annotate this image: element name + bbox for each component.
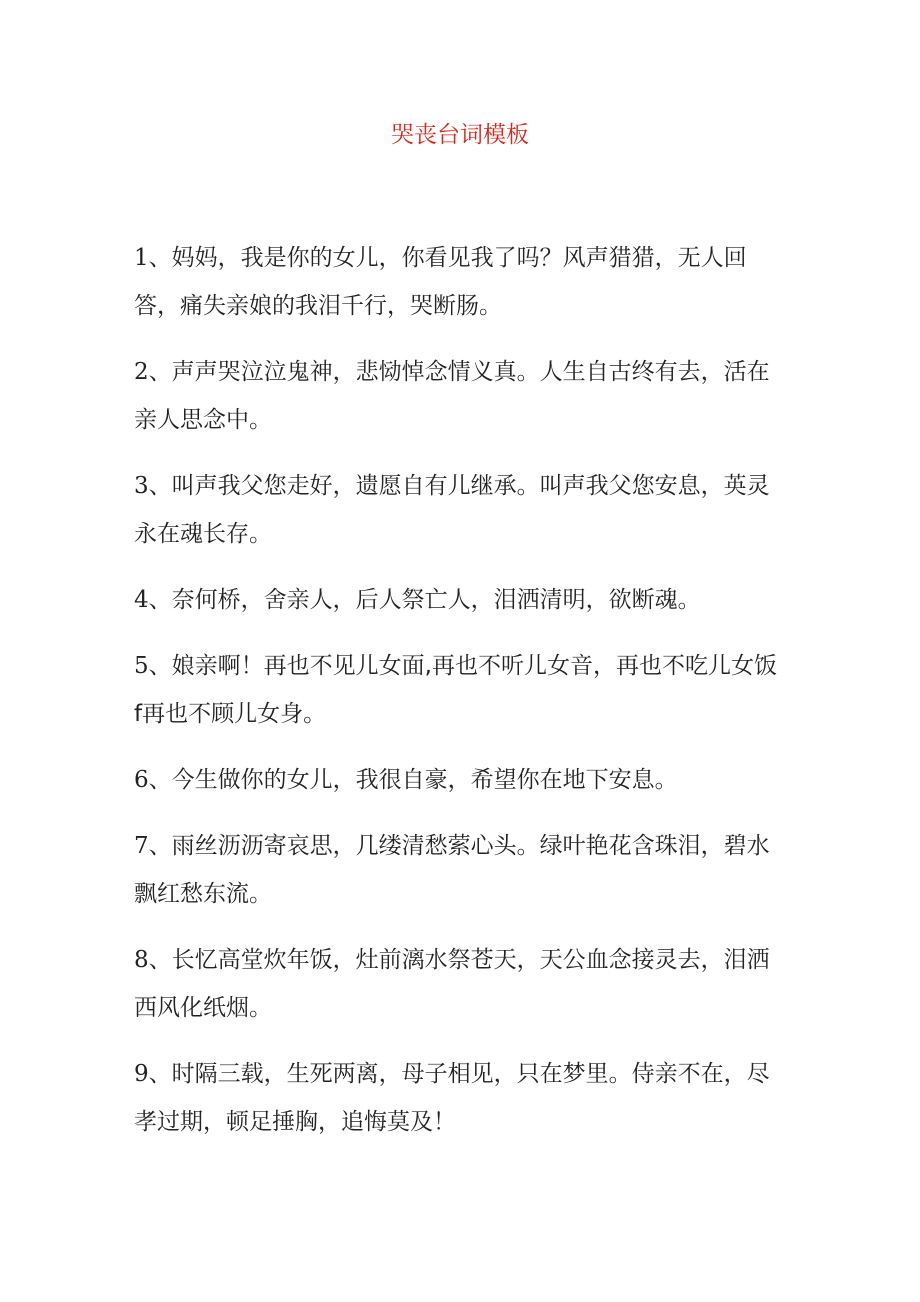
item-text: 、声声哭泣泣鬼神，悲恸悼念情义真。人生自古终有去，活在亲人思念中。 xyxy=(134,359,770,433)
item-text: 、雨丝沥沥寄哀思，几缕清愁萦心头。绿叶艳花含珠泪，碧水飘红愁东流。 xyxy=(134,833,770,907)
item-number: 5 xyxy=(134,653,149,679)
item-number: 9 xyxy=(134,1061,149,1087)
list-item xyxy=(134,936,784,1032)
list-item xyxy=(134,1050,784,1146)
list-item xyxy=(134,234,784,330)
list-item xyxy=(134,642,784,738)
item-text: 、妈妈，我是你的女儿，你看见我了吗？风声猎猎，无人回答，痛失亲娘的我泪千行，哭断肠。 xyxy=(134,245,747,319)
item-text: 、奈何桥，舍亲人，后人祭亡人，泪洒清明，欲断魂。 xyxy=(148,587,701,613)
list-item xyxy=(134,822,784,918)
item-number: 7 xyxy=(134,833,149,859)
item-text: 、叫声我父您走好，遗愿自有儿继承。叫声我父您安息，英灵永在魂长存。 xyxy=(134,473,770,547)
item-number: 3 xyxy=(134,473,149,499)
list-item xyxy=(134,348,784,444)
item-number: 6 xyxy=(134,767,149,793)
list-item xyxy=(134,756,784,804)
item-number: 2 xyxy=(134,359,149,385)
item-list xyxy=(134,234,784,1164)
item-text: 、娘亲啊！再也不见儿女面,再也不听儿女音，再也不吃儿女饭f再也不顾儿女身。 xyxy=(134,653,777,727)
item-text: 、长忆高堂炊年饭，灶前漓水祭苍天，天公血念接灵去，泪洒西风化纸烟。 xyxy=(134,947,770,1021)
item-number: 4 xyxy=(134,587,149,613)
document-title: 哭丧台词模板 xyxy=(391,122,529,148)
list-item xyxy=(134,576,784,624)
item-number: 1 xyxy=(134,245,149,271)
item-text: 、今生做你的女儿，我很自豪，希望你在地下安息。 xyxy=(148,767,678,793)
item-number: 8 xyxy=(134,947,149,973)
item-text: 、时隔三载，生死两离，母子相见，只在梦里。侍亲不在，尽孝过期，顿足捶胸，追悔莫及！ xyxy=(134,1061,770,1135)
list-item xyxy=(134,462,784,558)
